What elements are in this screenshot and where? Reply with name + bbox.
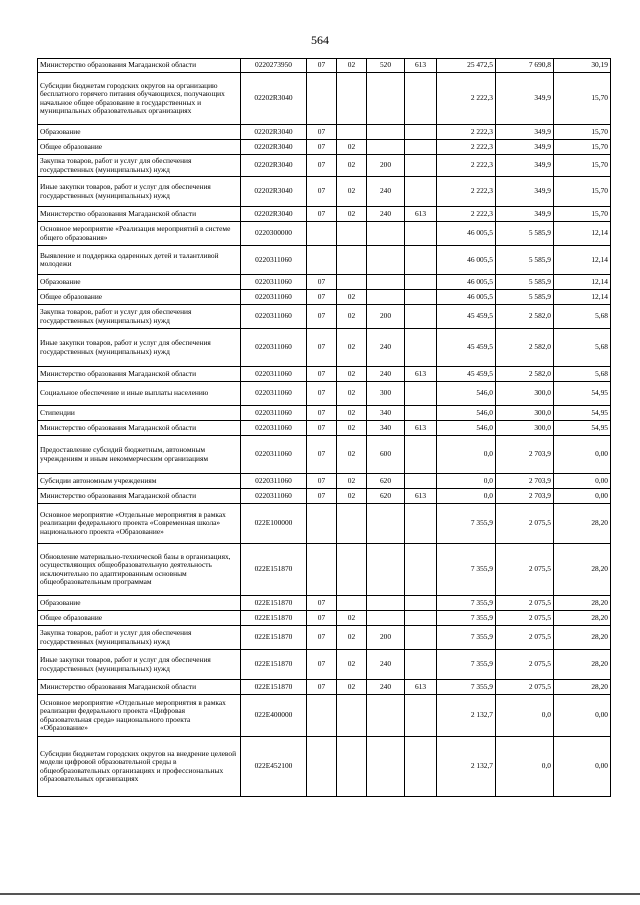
row-section: 07 [307,207,337,222]
row-grbs [405,382,437,406]
row-code: 0220311060 [241,290,307,305]
row-code: 0220311060 [241,329,307,367]
row-expense-type: 240 [367,367,405,382]
table-row [38,329,611,367]
row-grbs [405,474,437,489]
row-expense-type: 600 [367,436,405,474]
row-subsection [337,596,367,611]
row-section: 07 [307,596,337,611]
row-name: Закупка товаров, работ и услуг для обеспечения государственных (муниципальных) нужд [38,305,241,329]
row-code: 0220311060 [241,406,307,421]
row-grbs [405,329,437,367]
row-executed: 2 075,5 [496,626,554,650]
table-row [38,125,611,140]
table-row [38,367,611,382]
row-plan: 7 355,9 [437,544,496,596]
row-name: Основное мероприятие «Отдельные мероприятия в рамках реализации федерального проекта «Цифровая образовательная среда» национального проекта «Образование» [38,695,241,737]
row-code: 0220300000 [241,222,307,246]
row-percent: 28,20 [554,650,611,680]
row-executed: 2 075,5 [496,504,554,544]
row-section: 07 [307,177,337,207]
row-percent: 12,14 [554,246,611,275]
row-section: 07 [307,290,337,305]
row-code: 022E452100 [241,737,307,797]
row-expense-type [367,140,405,155]
row-name: Иные закупки товаров, работ и услуг для обеспечения государственных (муниципальных) нужд [38,177,241,207]
row-percent: 15,70 [554,177,611,207]
row-expense-type [367,611,405,626]
row-code: 0220311060 [241,382,307,406]
row-grbs: 613 [405,207,437,222]
row-percent: 0,00 [554,737,611,797]
row-percent: 28,20 [554,504,611,544]
row-percent: 0,00 [554,436,611,474]
row-executed: 2 075,5 [496,611,554,626]
table-row [38,73,611,125]
row-subsection: 02 [337,626,367,650]
row-expense-type [367,504,405,544]
row-subsection [337,246,367,275]
row-executed: 2 075,5 [496,650,554,680]
row-percent: 15,70 [554,140,611,155]
row-grbs [405,695,437,737]
row-code: 0220311060 [241,436,307,474]
table-row [38,489,611,504]
row-grbs [405,275,437,290]
row-name: Министерство образования Магаданской области [38,207,241,222]
row-plan: 0,0 [437,474,496,489]
row-section: 07 [307,421,337,436]
row-name: Обновление материально-технической базы в организациях, осуществляющих общеобразовательную деятельность исключительно по адаптированным основным общеобразовательным программам [38,544,241,596]
row-section: 07 [307,59,337,73]
row-plan: 46 005,5 [437,222,496,246]
row-subsection: 02 [337,305,367,329]
row-subsection: 02 [337,474,367,489]
row-executed: 2 075,5 [496,596,554,611]
row-expense-type: 240 [367,329,405,367]
row-subsection [337,222,367,246]
row-code: 0220273950 [241,59,307,73]
row-percent: 54,95 [554,421,611,436]
row-grbs [405,125,437,140]
row-plan: 2 132,7 [437,695,496,737]
row-grbs [405,406,437,421]
table-body [38,59,611,797]
row-subsection: 02 [337,406,367,421]
row-subsection: 02 [337,177,367,207]
row-section: 07 [307,125,337,140]
row-name: Предоставление субсидий бюджетным, автономным учреждениям и иным некоммерческим организациям [38,436,241,474]
table-row [38,544,611,596]
row-executed: 2 703,9 [496,489,554,504]
row-grbs: 613 [405,421,437,436]
row-name: Закупка товаров, работ и услуг для обеспечения государственных (муниципальных) нужд [38,626,241,650]
row-subsection [337,544,367,596]
row-grbs [405,611,437,626]
row-expense-type: 300 [367,382,405,406]
table-row [38,177,611,207]
row-plan: 25 472,5 [437,59,496,73]
row-subsection [337,73,367,125]
row-section: 07 [307,436,337,474]
row-executed: 5 585,9 [496,290,554,305]
row-expense-type [367,596,405,611]
row-plan: 546,0 [437,406,496,421]
row-executed: 7 690,8 [496,59,554,73]
row-executed: 349,9 [496,177,554,207]
row-section: 07 [307,680,337,695]
row-name: Выявление и поддержка одаренных детей и талантливой молодежи [38,246,241,275]
row-section: 07 [307,406,337,421]
row-expense-type: 200 [367,626,405,650]
row-name: Образование [38,596,241,611]
row-percent: 0,00 [554,489,611,504]
row-plan: 7 355,9 [437,611,496,626]
table-row [38,275,611,290]
row-code: 0220311060 [241,367,307,382]
row-name: Министерство образования Магаданской области [38,59,241,73]
row-name: Общее образование [38,140,241,155]
table-row [38,737,611,797]
row-code: 022E151870 [241,544,307,596]
row-grbs [405,305,437,329]
row-name: Иные закупки товаров, работ и услуг для обеспечения государственных (муниципальных) нужд [38,329,241,367]
row-grbs [405,177,437,207]
row-plan: 2 222,3 [437,73,496,125]
row-executed: 349,9 [496,155,554,177]
row-grbs [405,544,437,596]
row-subsection: 02 [337,329,367,367]
row-name: Закупка товаров, работ и услуг для обеспечения государственных (муниципальных) нужд [38,155,241,177]
row-code: 0220311060 [241,489,307,504]
row-plan: 7 355,9 [437,650,496,680]
table-row [38,222,611,246]
row-plan: 7 355,9 [437,626,496,650]
row-name: Основное мероприятие «Отдельные мероприятия в рамках реализации федерального проекта «Современная школа» национального проекта «Образование» [38,504,241,544]
row-expense-type [367,737,405,797]
row-subsection [337,695,367,737]
row-name: Министерство образования Магаданской области [38,680,241,695]
row-subsection [337,125,367,140]
row-percent: 28,20 [554,680,611,695]
row-grbs [405,504,437,544]
row-name: Субсидии бюджетам городских округов на организацию бесплатного горячего питания обучающихся, получающих начальное общее образование в государственных и муниципальных образовательных организациях [38,73,241,125]
row-section [307,222,337,246]
row-plan: 0,0 [437,489,496,504]
row-code: 0220311060 [241,474,307,489]
row-name: Субсидии бюджетам городских округов на внедрение целевой модели цифровой образовательной среды в общеобразовательных организациях и профессиональных образовательных организациях [38,737,241,797]
row-subsection: 02 [337,59,367,73]
row-plan: 46 005,5 [437,290,496,305]
budget-table [37,58,611,797]
page-number: 564 [311,33,329,47]
row-grbs [405,246,437,275]
row-subsection: 02 [337,155,367,177]
row-section: 07 [307,140,337,155]
row-percent: 15,70 [554,207,611,222]
row-section: 07 [307,329,337,367]
row-section: 07 [307,474,337,489]
row-expense-type [367,544,405,596]
row-plan: 45 459,5 [437,329,496,367]
row-plan: 546,0 [437,421,496,436]
row-name: Министерство образования Магаданской области [38,421,241,436]
row-grbs [405,155,437,177]
row-subsection [337,737,367,797]
row-section: 07 [307,367,337,382]
row-plan: 546,0 [437,382,496,406]
row-executed: 300,0 [496,421,554,436]
row-expense-type: 200 [367,155,405,177]
row-code: 022E151870 [241,626,307,650]
row-code: 022E400000 [241,695,307,737]
row-plan: 2 222,3 [437,140,496,155]
row-plan: 2 222,3 [437,177,496,207]
row-plan: 45 459,5 [437,305,496,329]
row-executed: 2 582,0 [496,367,554,382]
table-row [38,406,611,421]
row-grbs [405,222,437,246]
row-executed: 349,9 [496,125,554,140]
table-row [38,207,611,222]
row-executed: 2 703,9 [496,474,554,489]
row-name: Социальное обеспечение и иные выплаты населению [38,382,241,406]
row-section: 07 [307,489,337,504]
row-section [307,504,337,544]
row-percent: 0,00 [554,474,611,489]
row-code: 0220311060 [241,246,307,275]
row-percent: 54,95 [554,406,611,421]
row-executed: 300,0 [496,382,554,406]
row-executed: 0,0 [496,695,554,737]
row-percent: 28,20 [554,544,611,596]
table-row [38,140,611,155]
row-percent: 15,70 [554,155,611,177]
row-subsection: 02 [337,421,367,436]
row-plan: 2 222,3 [437,207,496,222]
row-percent: 5,68 [554,305,611,329]
row-expense-type [367,222,405,246]
row-expense-type: 340 [367,421,405,436]
row-percent: 28,20 [554,626,611,650]
row-grbs [405,290,437,305]
row-executed: 300,0 [496,406,554,421]
row-grbs [405,737,437,797]
row-section: 07 [307,650,337,680]
row-executed: 2 582,0 [496,329,554,367]
row-subsection: 02 [337,382,367,406]
row-code: 022E100000 [241,504,307,544]
table-row [38,504,611,544]
row-grbs [405,650,437,680]
row-code: 022E151870 [241,611,307,626]
row-percent: 12,14 [554,290,611,305]
row-subsection: 02 [337,367,367,382]
row-executed: 349,9 [496,207,554,222]
row-percent: 28,20 [554,611,611,626]
row-section: 07 [307,626,337,650]
row-executed: 5 585,9 [496,222,554,246]
row-plan: 0,0 [437,436,496,474]
row-subsection [337,504,367,544]
row-code: 0220311060 [241,275,307,290]
row-subsection [337,275,367,290]
row-name: Общее образование [38,290,241,305]
table-row [38,680,611,695]
row-percent: 28,20 [554,596,611,611]
row-code: 0220311060 [241,305,307,329]
row-expense-type [367,125,405,140]
table-row [38,59,611,73]
table-row [38,650,611,680]
row-name: Стипендии [38,406,241,421]
row-section [307,544,337,596]
row-executed: 349,9 [496,73,554,125]
row-code: 02202R3040 [241,140,307,155]
table-row [38,246,611,275]
row-grbs: 613 [405,367,437,382]
row-grbs: 613 [405,680,437,695]
row-grbs: 613 [405,489,437,504]
row-expense-type [367,290,405,305]
row-percent: 0,00 [554,695,611,737]
row-section: 07 [307,155,337,177]
row-subsection: 02 [337,436,367,474]
row-expense-type: 200 [367,305,405,329]
row-grbs [405,140,437,155]
row-code: 02202R3040 [241,155,307,177]
row-section: 07 [307,382,337,406]
row-expense-type: 240 [367,680,405,695]
row-code: 02202R3040 [241,207,307,222]
row-code: 02202R3040 [241,125,307,140]
row-grbs [405,596,437,611]
row-grbs: 613 [405,59,437,73]
table-row [38,695,611,737]
row-plan: 7 355,9 [437,680,496,695]
table-row [38,611,611,626]
row-code: 022E151870 [241,596,307,611]
row-percent: 15,70 [554,73,611,125]
row-section [307,246,337,275]
table-row [38,421,611,436]
row-section [307,695,337,737]
row-subsection: 02 [337,680,367,695]
row-percent: 15,70 [554,125,611,140]
row-section [307,737,337,797]
row-percent: 30,19 [554,59,611,73]
row-section: 07 [307,305,337,329]
row-percent: 5,68 [554,329,611,367]
table-row [38,305,611,329]
row-code: 022E151870 [241,650,307,680]
row-expense-type [367,73,405,125]
row-executed: 2 075,5 [496,544,554,596]
table-row [38,155,611,177]
row-plan: 46 005,5 [437,275,496,290]
row-code: 02202R3040 [241,177,307,207]
row-expense-type: 620 [367,489,405,504]
row-subsection: 02 [337,489,367,504]
row-expense-type: 240 [367,650,405,680]
row-percent: 12,14 [554,275,611,290]
row-plan: 7 355,9 [437,504,496,544]
row-subsection: 02 [337,290,367,305]
row-name: Общее образование [38,611,241,626]
row-grbs [405,626,437,650]
table-row [38,382,611,406]
row-executed: 5 585,9 [496,275,554,290]
row-name: Субсидии автономным учреждениям [38,474,241,489]
row-name: Иные закупки товаров, работ и услуг для обеспечения государственных (муниципальных) нужд [38,650,241,680]
row-section [307,73,337,125]
table-row [38,626,611,650]
row-executed: 2 582,0 [496,305,554,329]
row-expense-type: 240 [367,177,405,207]
row-expense-type [367,246,405,275]
row-plan: 45 459,5 [437,367,496,382]
row-plan: 46 005,5 [437,246,496,275]
row-expense-type: 620 [367,474,405,489]
row-expense-type: 340 [367,406,405,421]
row-executed: 2 703,9 [496,436,554,474]
table-row [38,290,611,305]
row-subsection: 02 [337,650,367,680]
row-expense-type: 520 [367,59,405,73]
row-subsection: 02 [337,611,367,626]
row-name: Основное мероприятие «Реализация мероприятий в системе общего образования» [38,222,241,246]
row-name: Образование [38,275,241,290]
row-plan: 2 132,7 [437,737,496,797]
row-executed: 5 585,9 [496,246,554,275]
row-grbs [405,436,437,474]
row-plan: 2 222,3 [437,155,496,177]
table-row [38,474,611,489]
row-percent: 5,68 [554,367,611,382]
row-plan: 2 222,3 [437,125,496,140]
row-plan: 7 355,9 [437,596,496,611]
row-percent: 54,95 [554,382,611,406]
row-code: 02202R3040 [241,73,307,125]
table-row [38,596,611,611]
table-row [38,436,611,474]
row-executed: 349,9 [496,140,554,155]
row-subsection: 02 [337,207,367,222]
row-executed: 0,0 [496,737,554,797]
row-name: Министерство образования Магаданской области [38,367,241,382]
row-expense-type [367,275,405,290]
row-name: Министерство образования Магаданской области [38,489,241,504]
row-code: 0220311060 [241,421,307,436]
row-section: 07 [307,611,337,626]
row-expense-type [367,695,405,737]
row-percent: 12,14 [554,222,611,246]
row-executed: 2 075,5 [496,680,554,695]
row-code: 022E151870 [241,680,307,695]
bottom-rule [0,893,640,895]
row-expense-type: 240 [367,207,405,222]
row-name: Образование [38,125,241,140]
row-section: 07 [307,275,337,290]
row-subsection: 02 [337,140,367,155]
row-grbs [405,73,437,125]
